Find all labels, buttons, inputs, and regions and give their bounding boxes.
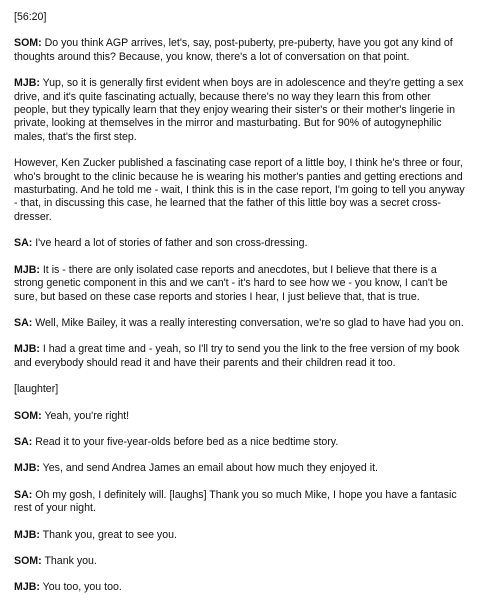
- transcript-paragraph: [14, 317, 466, 330]
- speaker-label: SOM:: [14, 554, 42, 567]
- paragraph-text: Well, Mike Bailey, it was a really interesting conversation, we're so glad to have had you on.: [35, 316, 464, 329]
- speaker-label: SA:: [14, 316, 33, 329]
- transcript-paragraph: [14, 37, 466, 64]
- transcript-paragraph: [14, 383, 466, 396]
- timestamp: [56:20]: [14, 11, 47, 23]
- transcript-paragraph: [14, 410, 466, 423]
- speaker-label: MJB:: [14, 263, 40, 276]
- paragraph-text: Yes, and send Andrea James an email about how much they enjoyed it.: [42, 462, 378, 475]
- paragraph-text: Thank you.: [44, 554, 97, 567]
- transcript-paragraph: [14, 581, 466, 594]
- speaker-label: MJB:: [14, 528, 40, 541]
- speaker-label: SA:: [14, 488, 33, 501]
- speaker-label: SA:: [14, 435, 33, 448]
- speaker-label: SOM:: [14, 409, 42, 422]
- speaker-label: MJB:: [14, 462, 40, 475]
- transcript-paragraph: [14, 237, 466, 250]
- transcript-paragraph: [14, 264, 466, 304]
- transcript-page: [14, 11, 466, 608]
- speaker-label: SA:: [14, 237, 33, 250]
- transcript-paragraph: [14, 343, 466, 370]
- paragraph-text: I've heard a lot of stories of father and son cross-dressing.: [35, 237, 308, 250]
- paragraph-text: [laughter]: [14, 383, 59, 396]
- paragraph-text: Yup, so it is generally first evident when boys are in adolescence and they're getting a sex drive, and it's quite fascinating actually, because there's no way they learn this from other people, but they typically learn that they enjoy wearing their sister's or their mother's lingerie in private, looking at themselves in the mirror and masturbating. But for 90% of autogynephilic males, that's the first step.: [14, 77, 464, 143]
- paragraph-text: Do you think AGP arrives, let's, say, post-puberty, pre-puberty, have you got any kind of thoughts around this? Because, you know, there's a lot of conversation on that point.: [14, 37, 453, 63]
- speaker-label: MJB:: [14, 343, 40, 356]
- transcript-paragraph: [14, 529, 466, 542]
- speaker-label: MJB:: [14, 77, 40, 90]
- transcript-paragraph: [14, 157, 466, 224]
- paragraph-text: It is - there are only isolated case reports and anecdotes, but I believe that there is a strong genetic component in this and we can't - it's hard to see how we - you know, I can't be sure, but based on these case reports and stories I hear, I just believe that, that is true.: [14, 263, 448, 303]
- paragraph-text: However, Ken Zucker published a fascinating case report of a little boy, I think he's three or four, who's brought to the clinic because he is wearing his mother's panties and getting erections and masturbating. And he told me - wait, I think this is in the case report, I'm going to tell you anyway - that, in discussing this case, he learned that the father of this little boy was a secret cross-dresser.: [14, 157, 465, 223]
- transcript-paragraph: [14, 489, 466, 516]
- speaker-label: SOM:: [14, 37, 42, 50]
- paragraph-text: I had a great time and - yeah, so I'll try to send you the link to the free version of my book and everybody should read it and have their parents and their children read it too.: [14, 343, 460, 369]
- transcript-paragraph: [14, 77, 466, 144]
- transcript-paragraph: [14, 555, 466, 568]
- paragraph-text: You too, you too.: [42, 581, 122, 594]
- transcript-paragraph: [14, 436, 466, 449]
- paragraph-text: Read it to your five-year-olds before bed as a nice bedtime story.: [35, 435, 339, 448]
- transcript-paragraph: [14, 462, 466, 475]
- paragraph-text: Yeah, you're right!: [44, 409, 130, 422]
- paragraph-text: Oh my gosh, I definitely will. [laughs] Thank you so much Mike, I hope you have a fantasic rest of your night.: [14, 488, 457, 515]
- speaker-label: MJB:: [14, 581, 40, 594]
- paragraph-text: Thank you, great to see you.: [42, 528, 177, 541]
